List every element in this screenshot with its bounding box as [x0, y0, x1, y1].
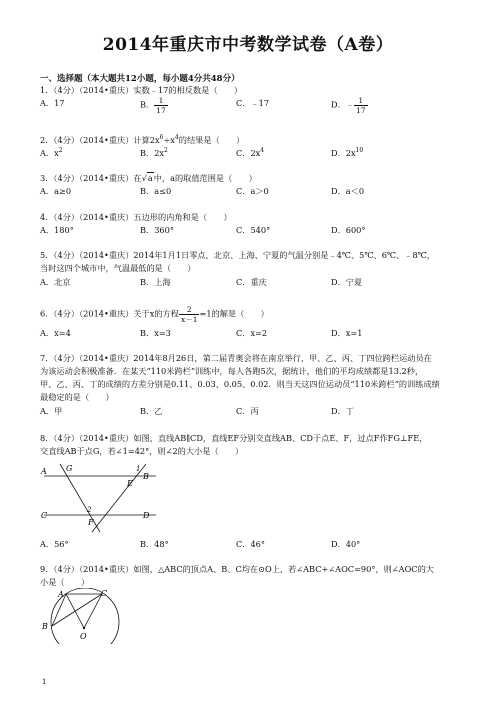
option-b: B．上海: [140, 277, 171, 287]
label-d: D: [143, 511, 150, 520]
option-c: C．重庆: [236, 277, 267, 287]
fraction: $\frac{1}{17}$: [156, 96, 166, 115]
page-number: 1: [42, 678, 47, 686]
circle-figure: [40, 588, 150, 644]
fraction: $\frac{1}{17}$: [355, 96, 366, 115]
question-7: 7．（4分）（2014•重庆）2014年8月26日，第二届青奥会将在南京举行，甲、乙、丙、丁四位跨栏运动员在 为该运动会积极准备．在某天“110米跨栏”训练中，每人各跑5次，据统计，他们的平均成绩都是13.2秒， 甲、乙、丙、丁的成绩的方差分别是0.11、0.03、0.05、0.02．则当天这四位运动员“110米跨栏”的训练成绩 最稳定的是（ ）: [40, 353, 440, 402]
option-b: B．x=3: [140, 328, 171, 338]
option-d: D．$2x^{10}$: [331, 147, 364, 158]
question-source: （4分）（2014•重庆）: [53, 85, 134, 95]
option-d: D．a＜0: [331, 186, 365, 196]
options-6: [40, 328, 460, 340]
question-1: [40, 84, 460, 97]
label-g: G: [66, 464, 73, 473]
label-a: A: [58, 590, 64, 599]
options-4: [40, 225, 460, 237]
option-d: D．﹣ $\frac{1}{17}$: [331, 96, 366, 115]
options-5: [40, 277, 460, 289]
option-a: A．$x^2$: [40, 147, 63, 158]
label-a: A: [41, 467, 47, 476]
option-b: B． $\frac{1}{17}$: [140, 96, 166, 115]
section-heading: 一、选择题（本大题共12小题，每小题4分共48分）: [40, 74, 240, 84]
option-a: A．17: [40, 98, 65, 108]
option-c: C．﹣17: [236, 98, 270, 108]
label-b: B: [143, 472, 149, 481]
label-e: E: [127, 479, 133, 488]
line-ef: [92, 464, 146, 532]
option-c: C．$2x^4$: [236, 147, 265, 158]
options-1: [40, 96, 460, 115]
option-d: D．丁: [331, 406, 354, 416]
parallel-lines-figure: [40, 458, 160, 534]
option-c: C．丙: [236, 406, 259, 416]
question-5: 5．（4分）（2014•重庆）2014年1月1日零点，北京、上海、宁夏的气温分别是﹣4℃、5℃、6℃、﹣8℃， 当时这四个城市中，气温最低的是（ ）: [40, 250, 436, 273]
option-c: C．540°: [236, 225, 271, 235]
question-text: 实数﹣17的相反数是（ ）: [133, 85, 243, 95]
page-title: 2014年重庆市中考数学试卷（A卷）: [102, 35, 394, 55]
label-o: O: [80, 632, 87, 641]
segment-co: [84, 594, 102, 628]
option-d: D．宁夏: [331, 277, 363, 287]
option-c: C．a＞0: [236, 186, 269, 196]
option-d: D．40°: [331, 539, 361, 549]
question-number: 1．: [40, 85, 54, 95]
option-a: A．a≥0: [40, 186, 72, 196]
option-b: B．a≤0: [140, 186, 172, 196]
option-b: B．360°: [140, 225, 174, 235]
fraction: $\frac{2}{x-1}$: [180, 305, 198, 324]
line-fg: [60, 464, 100, 532]
option-a: A．x=4: [40, 328, 71, 338]
option-c: C．46°: [236, 539, 265, 549]
label-c: C: [101, 589, 108, 598]
option-a: A．北京: [40, 277, 71, 287]
options-7: [40, 406, 460, 418]
segment-ao: [66, 594, 84, 628]
option-b: B．48°: [140, 539, 169, 549]
option-b: B．乙: [140, 406, 163, 416]
question-4: 4．（4分）（2014•重庆）五边形的内角和是（ ）: [40, 212, 232, 222]
question-6: 6．（4分）（2014•重庆）关于x的方程 $\frac{2}{x-1}$ =1的解是（ ）: [40, 305, 269, 324]
label-angle-1: 1: [136, 465, 141, 473]
question-9: 9．（4分）（2014•重庆）如图，△ABC的顶点A、B、C均在⊙O上，若∠ABC+∠AOC=90°，则∠AOC的大 小是（ ）: [40, 564, 434, 587]
label-angle-2: 2: [87, 506, 92, 514]
option-c: C．x=2: [236, 328, 268, 338]
question-3: 3．（4分）（2014•重庆）在√a中，a的取值范围是（ ）: [40, 173, 257, 183]
options-8: [40, 539, 460, 551]
option-d: D．x=1: [331, 328, 363, 338]
option-a: A．180°: [40, 225, 74, 235]
options-2: [40, 148, 460, 160]
question-2: 2．（4分）（2014•重庆）计算$2x^6\div x^4$的结果是（ ）: [40, 134, 245, 145]
center-point: [83, 627, 85, 629]
label-c: C: [41, 511, 48, 520]
label-f: F: [88, 518, 94, 527]
option-a: A．56°: [40, 539, 69, 549]
option-a: A．甲: [40, 406, 63, 416]
options-3: [40, 186, 460, 198]
option-d: D．600°: [331, 225, 366, 235]
label-b: B: [42, 622, 48, 631]
question-8: 8．（4分）（2014•重庆）如图，直线AB∥CD，直线EF分别交直线AB、CD于点E、F，过点F作FG⊥FE， 交直线AB于点G，若∠1=42°，则∠2的大小是（ ）: [40, 433, 428, 456]
option-b: B．$2x^2$: [140, 147, 168, 158]
